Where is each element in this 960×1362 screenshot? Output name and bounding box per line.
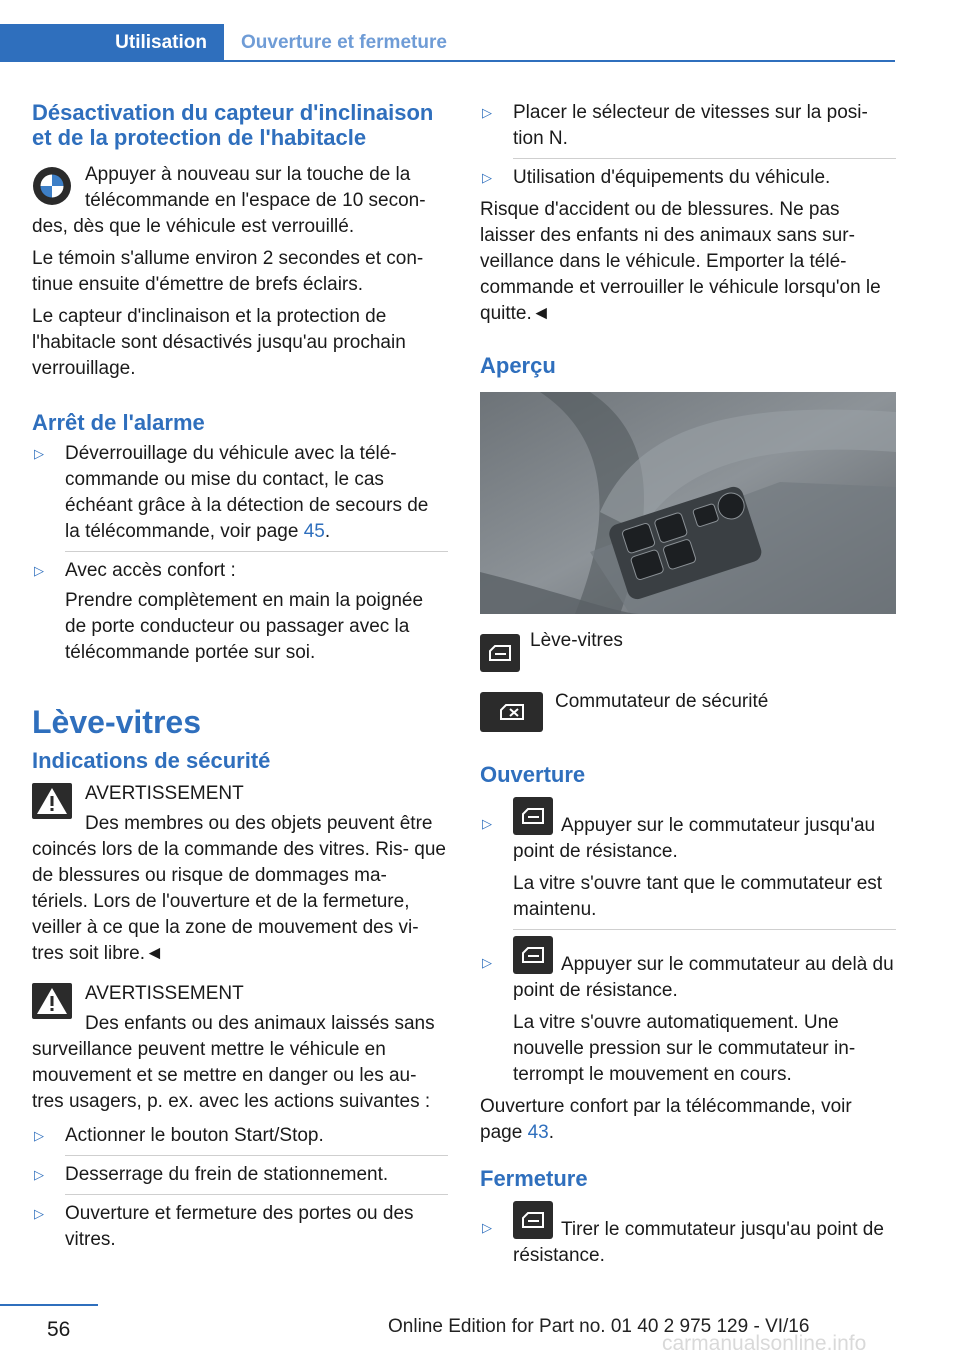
- comfort-opening-text: Ouverture confort par la télécommande, voir page 43.: [480, 1096, 852, 1143]
- safety-switch-icon: [480, 692, 543, 732]
- bullet-triangle-icon: ▷: [34, 1206, 44, 1221]
- list-item: ▷ Placer le sélecteur de vitesses sur la posi- tion N.: [480, 100, 896, 152]
- window-lifter-icon: [480, 634, 520, 672]
- bullet-triangle-icon: ▷: [482, 170, 492, 185]
- warning-triangle-icon: [32, 983, 72, 1019]
- list-item: ▷ Actionner le bouton Start/Stop.: [32, 1123, 448, 1149]
- section-title-alarm-stop: Arrêt de l'alarme: [32, 410, 205, 435]
- bmw-key-icon: [32, 166, 72, 206]
- risk-text: Risque d'accident ou de blessures. Ne pas laisser des enfants ni des animaux sans sur- veillance dans le véhicule. Emporter la télé- commande et verrouiller le véhicule lorsqu'on le quitte.◄: [480, 199, 881, 324]
- tilt-text-2: Le témoin s'allume environ 2 secondes et con- tinue ensuite d'émettre de brefs éclairs.: [32, 248, 424, 295]
- page-number: 56: [47, 1318, 71, 1341]
- header-rule: [224, 60, 895, 62]
- tab-ouverture-fermeture[interactable]: Ouverture et fermeture: [241, 32, 447, 53]
- bullet-separator: [513, 158, 896, 159]
- list-item: ▷ Déverrouillage du véhicule avec la télé- commande ou mise du contact, le cas échéant grâce à la détection de secours de la télécommande, voir page 45.: [32, 441, 448, 545]
- alarm-bullet-1: Déverrouillage du véhicule avec la télé- commande ou mise du contact, le cas échéant grâce à la détection de secours de la télécommande, voir page: [65, 443, 429, 542]
- warning-line-2: Des enfants ou des animaux laissés sans: [85, 1013, 435, 1034]
- open-bullet-1-sub: La vitre s'ouvre tant que le commutateur est maintenu.: [513, 873, 883, 920]
- list-item: ▷ Desserrage du frein de stationnement.: [32, 1162, 448, 1188]
- section-title-safety: Indications de sécurité: [32, 748, 271, 773]
- left-column: [32, 100, 448, 1253]
- alarm-bullet-2-sub: Prendre complètement en main la poignée de porte conducteur ou passager avec la télécommande portée sur soi.: [65, 590, 424, 663]
- alarm-bullet-2: Avec accès confort :: [65, 560, 236, 581]
- warning-text-2: surveillance peuvent mettre le véhicule en mouvement et se mettre en danger ou les au- tres usagers, p. ex. avec les actions suivantes :: [32, 1039, 431, 1112]
- warning-line-1: Des membres ou des objets peuvent être: [85, 813, 433, 834]
- list-item: [480, 936, 896, 1004]
- tilt-text-1: Appuyer à nouveau sur la touche de la télécommande en l'espace de 10 secon- des, dès que le véhicule est verrouillé.: [32, 164, 426, 237]
- tilt-paragraph-1: [32, 162, 448, 240]
- chapter-header: [0, 24, 895, 62]
- bullet-triangle-icon: ▷: [482, 105, 492, 120]
- list-item: ▷ Ouverture et fermeture des portes ou des vitres.: [32, 1201, 448, 1253]
- warning-text-1: coincés lors de la commande des vitres. Ris- que de blessures ou risque de dommages ma- tériels. Lors de l'ouverture et de la fermeture, veiller à ce que la zone de mouvement des vi- tres soit libre.◄: [32, 839, 446, 964]
- open-bullet-1: Appuyer sur le commutateur jusqu'au point de résistance.: [513, 815, 876, 862]
- open-bullet-2-sub: La vitre s'ouvre automatiquement. Une nouvelle pression sur le commutateur in- terrompt le mouvement en cours.: [513, 1012, 856, 1085]
- warning-block-1: [32, 781, 448, 967]
- bullet-separator: [65, 551, 448, 552]
- bullet-triangle-icon: ▷: [34, 446, 44, 461]
- section-title-overview: Aperçu: [480, 353, 556, 378]
- bullet-triangle-icon: ▷: [34, 1128, 44, 1143]
- tab-utilisation[interactable]: Utilisation: [0, 24, 224, 62]
- list-item: ▷ Utilisation d'équipements du véhicule.: [480, 165, 896, 191]
- legend-row-safety-switch: [480, 692, 896, 732]
- window-lifter-icon: [513, 797, 553, 835]
- warning-label-2: AVERTISSEMENT: [85, 983, 244, 1004]
- bullet-separator: [65, 1194, 448, 1195]
- bullet-separator: [513, 929, 896, 930]
- warning-triangle-icon: [32, 783, 72, 819]
- window-lifter-icon: [513, 936, 553, 974]
- bullet-triangle-icon: ▷: [482, 816, 492, 831]
- section-title-tilt-sensor: Désactivation du capteur d'inclinaison et de la protection de l'habitacle: [32, 100, 434, 150]
- warning-block-2: [32, 981, 448, 1115]
- section-title-closing: Fermeture: [480, 1166, 588, 1191]
- legend-window-lifter: Lève-vitres: [530, 630, 623, 651]
- footer-rule: [0, 1304, 98, 1306]
- right-column: [480, 100, 896, 1269]
- legend-row-window-lifter: [480, 630, 896, 672]
- warning-label-1: AVERTISSEMENT: [85, 783, 244, 804]
- list-item: [480, 1201, 896, 1269]
- close-bullet-1: Tirer le commutateur jusqu'au point de résistance.: [513, 1219, 884, 1266]
- action-list: [32, 1123, 448, 1253]
- edition-text: Online Edition for Part no. 01 40 2 975 129 - VI/16: [388, 1316, 810, 1337]
- list-item: [32, 558, 448, 584]
- tilt-text-3: Le capteur d'inclinaison et la protection de l'habitacle sont désactivés jusqu'au prochain verrouillage.: [32, 306, 406, 379]
- bullet-triangle-icon: ▷: [34, 1167, 44, 1182]
- page-link-43[interactable]: 43: [527, 1122, 549, 1143]
- bullet-triangle-icon: ▷: [482, 1220, 492, 1235]
- bullet-separator: [65, 1155, 448, 1156]
- chapter-title-window-lifters: Lève-vitres: [32, 704, 201, 740]
- section-title-opening: Ouverture: [480, 762, 586, 787]
- page-footer: [0, 1304, 960, 1362]
- door-switch-photo: [480, 392, 896, 614]
- bullet-triangle-icon: ▷: [34, 563, 44, 578]
- window-lifter-icon: [513, 1201, 553, 1239]
- bullet-triangle-icon: ▷: [482, 955, 492, 970]
- watermark: carmanualsonline.info: [662, 1332, 867, 1355]
- page-link-45[interactable]: 45: [303, 521, 325, 542]
- open-bullet-2: Appuyer sur le commutateur au delà du point de résistance.: [513, 954, 894, 1001]
- legend-safety-switch: Commutateur de sécurité: [555, 691, 769, 712]
- list-item: [480, 797, 896, 865]
